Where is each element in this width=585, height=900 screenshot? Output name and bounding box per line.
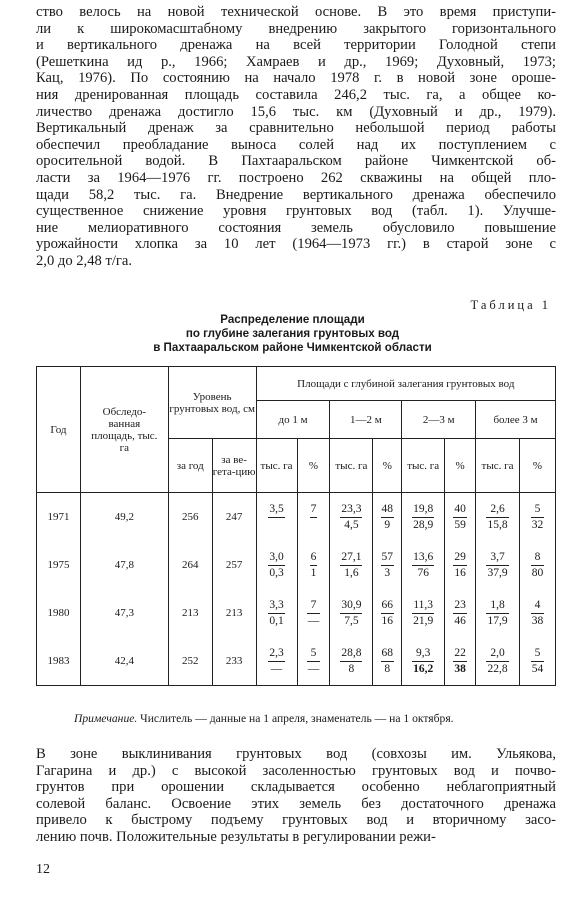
- header-ths: тыс. га: [256, 439, 297, 493]
- denominator: 1,6: [344, 566, 359, 579]
- fraction-cell: [520, 493, 556, 542]
- header-depth-0-1: до 1 м: [256, 401, 330, 439]
- header-pct: %: [520, 439, 556, 493]
- fraction: [307, 646, 321, 677]
- fraction-cell: [402, 589, 445, 637]
- numerator: 22: [453, 646, 467, 662]
- caption-line: Распределение площади: [220, 313, 365, 326]
- denominator: 8: [384, 662, 391, 675]
- table-row: [37, 637, 556, 686]
- fraction-cell: [297, 493, 330, 542]
- text-line: лению почв. Положительные результаты в регулировании режи-: [36, 828, 436, 845]
- numerator: 2,0: [486, 646, 508, 662]
- fraction-cell: [476, 541, 520, 589]
- numerator: 27,1: [340, 550, 362, 566]
- denominator: [268, 518, 284, 533]
- fraction-cell: [256, 541, 297, 589]
- header-pct: %: [445, 439, 476, 493]
- groundwater-table: [36, 366, 556, 686]
- header-ths: тыс. га: [402, 439, 445, 493]
- numerator: 29: [453, 550, 467, 566]
- denominator: 16: [381, 614, 394, 627]
- paragraph-1: [36, 4, 556, 270]
- numerator: 1,8: [486, 598, 508, 614]
- denominator: 37,9: [487, 566, 508, 579]
- text-line: урожайности хлопка за 10 лет (1964—1973 гг.) в старой зоне с: [36, 236, 556, 253]
- numerator: 23,3: [340, 502, 362, 518]
- fraction-cell: [445, 637, 476, 686]
- fraction: [531, 598, 545, 629]
- fraction: [531, 502, 545, 533]
- denominator: 21,9: [413, 614, 434, 627]
- area-cell: 47,8: [80, 541, 168, 589]
- year-cell: 1983: [37, 637, 81, 686]
- numerator: 2,3: [268, 646, 284, 662]
- fraction-cell: [445, 541, 476, 589]
- table-caption: [0, 313, 585, 355]
- numerator: 5: [307, 646, 321, 662]
- fraction: [486, 598, 508, 629]
- text-line: Кац, 1976). По состоянию на начало 1978 г. в новой зоне ороше-: [36, 70, 556, 87]
- fraction: [268, 502, 284, 533]
- text-line: ли к широкомасштабному внедрению закрытого горизонтального: [36, 20, 556, 37]
- denominator: 7,5: [344, 614, 359, 627]
- fraction: [340, 550, 362, 581]
- fraction-cell: [373, 637, 402, 686]
- level-veg-cell: 213: [212, 589, 256, 637]
- denominator: 1: [310, 566, 317, 579]
- fraction: [412, 502, 434, 533]
- numerator: 3,0: [268, 550, 284, 566]
- text-line: и вертикального дренажа на всей территории Голодной степи: [36, 37, 556, 54]
- fraction-cell: [256, 493, 297, 542]
- fraction: [307, 598, 321, 629]
- fraction-cell: [256, 589, 297, 637]
- fraction-cell: [476, 637, 520, 686]
- denominator: 54: [531, 662, 544, 675]
- text-line: Вертикальный дренаж за сравнительно небольшой период работы: [36, 120, 556, 137]
- fraction: [268, 646, 284, 677]
- fraction-cell: [373, 493, 402, 542]
- fraction-cell: [330, 541, 373, 589]
- year-cell: 1971: [37, 493, 81, 542]
- denominator: [310, 518, 318, 533]
- text-line: щади 58,2 тыс. га. Внедрение вертикального дренажа обеспечило: [36, 186, 556, 203]
- fraction-cell: [520, 589, 556, 637]
- header-ths: тыс. га: [330, 439, 373, 493]
- note-label: Примечание.: [74, 712, 138, 725]
- fraction-cell: [476, 589, 520, 637]
- numerator: 30,9: [340, 598, 362, 614]
- fraction-cell: [373, 589, 402, 637]
- fraction: [486, 646, 508, 677]
- numerator: 28,8: [340, 646, 362, 662]
- text-line: В зоне выклинивания грунтовых вод (совхозы им. Ульякова,: [36, 746, 556, 762]
- numerator: 7: [310, 502, 318, 518]
- fraction: [381, 646, 395, 677]
- fraction-cell: [520, 541, 556, 589]
- fraction: [453, 598, 467, 629]
- header-depth-over-3: более 3 м: [476, 401, 556, 439]
- denominator: 8: [348, 662, 355, 675]
- year-cell: 1980: [37, 589, 81, 637]
- text-line: личество дренажа достигло 15,6 тыс. км (Духовный и др., 1979).: [36, 103, 556, 120]
- header-depth-1-2: 1—2 м: [330, 401, 402, 439]
- fraction-cell: [373, 541, 402, 589]
- header-ths: тыс. га: [476, 439, 520, 493]
- caption-line: по глубине залегания грунтовых вод: [185, 327, 400, 340]
- fraction: [453, 550, 467, 581]
- denominator: 9: [384, 518, 391, 531]
- fraction: [381, 550, 395, 581]
- area-cell: 47,3: [80, 589, 168, 637]
- fraction: [412, 598, 434, 629]
- fraction: [531, 550, 545, 581]
- fraction-cell: [297, 541, 330, 589]
- denominator: 0,1: [269, 614, 284, 627]
- denominator: 28,9: [413, 518, 434, 531]
- fraction-cell: [330, 493, 373, 542]
- numerator: 57: [381, 550, 395, 566]
- fraction: [453, 646, 467, 677]
- level-veg-cell: 257: [212, 541, 256, 589]
- table-note: [74, 712, 564, 726]
- denominator: 80: [531, 566, 544, 579]
- area-cell: 49,2: [80, 493, 168, 542]
- denominator: 4,5: [344, 518, 359, 531]
- denominator: 16: [454, 566, 466, 579]
- numerator: 40: [453, 502, 467, 518]
- denominator: 76: [417, 566, 429, 579]
- page-number: 12: [36, 862, 50, 877]
- fraction: [310, 550, 318, 581]
- fraction: [268, 598, 284, 629]
- text-line: солевой баланс. Освоение этих земель без достаточного дренажа: [36, 795, 556, 812]
- fraction: [268, 550, 284, 581]
- text-line: ласти за 1964—1976 гг. построено 262 скважины на общей пло-: [36, 169, 556, 186]
- header-level: Уровень грунтовых вод, см: [168, 367, 256, 439]
- numerator: 7: [307, 598, 321, 614]
- numerator: 5: [531, 502, 545, 518]
- text-line: привело к быстрому подъему грунтовых вод и вторичному засо-: [36, 812, 556, 829]
- fraction-cell: [297, 637, 330, 686]
- denominator: 32: [531, 518, 544, 531]
- numerator: 11,3: [412, 598, 434, 614]
- header-pct: %: [373, 439, 402, 493]
- paragraph-2: [36, 746, 556, 846]
- numerator: 8: [531, 550, 545, 566]
- text-line: ние мелиоративного состояния земель обусловило повышение: [36, 219, 556, 236]
- fraction-cell: [330, 637, 373, 686]
- level-year-cell: 252: [168, 637, 212, 686]
- level-year-cell: 213: [168, 589, 212, 637]
- text-line: оросительной водой. В Пахтааральском районе Чимкентской об-: [36, 153, 556, 170]
- numerator: 5: [531, 646, 545, 662]
- text-line: 2,0 до 2,48 т/га.: [36, 252, 132, 269]
- fraction: [486, 550, 508, 581]
- text-line: Гагарина и др.) с высокой засоленностью грунтовых вод и почво-: [36, 762, 556, 779]
- denominator: —: [307, 662, 320, 675]
- denominator: —: [270, 662, 283, 675]
- caption-line: в Пахтааральском районе Чимкентской области: [153, 341, 432, 354]
- fraction-cell: [256, 637, 297, 686]
- fraction-cell: [402, 493, 445, 542]
- numerator: 68: [381, 646, 395, 662]
- fraction: [381, 598, 395, 629]
- fraction: [310, 502, 318, 533]
- header-pct: %: [297, 439, 330, 493]
- fraction: [531, 646, 545, 677]
- numerator: 13,6: [412, 550, 434, 566]
- level-veg-cell: 233: [212, 637, 256, 686]
- fraction-cell: [297, 589, 330, 637]
- header-area: Обследо-ванная площадь, тыс. га: [80, 367, 168, 493]
- numerator: 23: [453, 598, 467, 614]
- numerator: 19,8: [412, 502, 434, 518]
- fraction: [453, 502, 467, 533]
- fraction: [486, 502, 508, 533]
- table-row: [37, 589, 556, 637]
- denominator: —: [307, 614, 320, 627]
- fraction-cell: [445, 589, 476, 637]
- fraction-cell: [520, 637, 556, 686]
- note-text: Числитель — данные на 1 апреля, знаменатель — на 1 октября.: [137, 712, 454, 725]
- header-year: Год: [37, 367, 81, 493]
- table-row: [37, 493, 556, 542]
- numerator: 9,3: [412, 646, 434, 662]
- fraction: [412, 550, 434, 581]
- text-line: существенное снижение уровня грунтовых вод (табл. 1). Улучше-: [36, 203, 556, 220]
- header-level-year: за год: [168, 439, 212, 493]
- numerator: 6: [310, 550, 318, 566]
- year-cell: 1975: [37, 541, 81, 589]
- fraction-cell: [330, 589, 373, 637]
- numerator: 66: [381, 598, 395, 614]
- text-line: ство велось на новой технической основе. В это время приступи-: [36, 4, 556, 20]
- level-year-cell: 256: [168, 493, 212, 542]
- header-depth-2-3: 2—3 м: [402, 401, 476, 439]
- numerator: 3,3: [268, 598, 284, 614]
- table-body: [37, 493, 556, 686]
- numerator: 2,6: [486, 502, 508, 518]
- header-level-veg: за ве-гета-цию: [212, 439, 256, 493]
- fraction-cell: [402, 541, 445, 589]
- numerator: 3,5: [268, 502, 284, 518]
- fraction: [340, 502, 362, 533]
- denominator: 16,2: [413, 662, 434, 675]
- numerator: 4: [531, 598, 545, 614]
- text-line: обеспечил преобладание выноса солей над их поступлением с: [36, 136, 556, 153]
- header-depth: Площади с глубиной залегания грунтовых вод: [256, 367, 555, 401]
- denominator: 3: [384, 566, 391, 579]
- text-line: грунтов при орошении складывается особенно неблагоприятный: [36, 779, 556, 796]
- level-veg-cell: 247: [212, 493, 256, 542]
- fraction-cell: [402, 637, 445, 686]
- denominator: 17,9: [487, 614, 508, 627]
- denominator: 15,8: [487, 518, 508, 531]
- table-row: [37, 541, 556, 589]
- table-label: Таблица 1: [470, 298, 551, 312]
- numerator: 3,7: [486, 550, 508, 566]
- denominator: 38: [531, 614, 544, 627]
- level-year-cell: 264: [168, 541, 212, 589]
- text-line: (Решеткина ид р., 1966; Хамраев и др., 1969; Духовный, 1973;: [36, 53, 556, 70]
- numerator: 48: [381, 502, 395, 518]
- fraction-cell: [476, 493, 520, 542]
- fraction: [412, 646, 434, 677]
- fraction: [340, 646, 362, 677]
- denominator: 38: [454, 662, 466, 675]
- denominator: 59: [454, 518, 466, 531]
- denominator: 46: [454, 614, 466, 627]
- fraction: [381, 502, 395, 533]
- fraction: [340, 598, 362, 629]
- text-line: ния дренированная площадь составила 246,2 тыс. га, а общее ко-: [36, 86, 556, 103]
- denominator: 22,8: [487, 662, 508, 675]
- area-cell: 42,4: [80, 637, 168, 686]
- fraction-cell: [445, 493, 476, 542]
- denominator: 0,3: [269, 566, 284, 579]
